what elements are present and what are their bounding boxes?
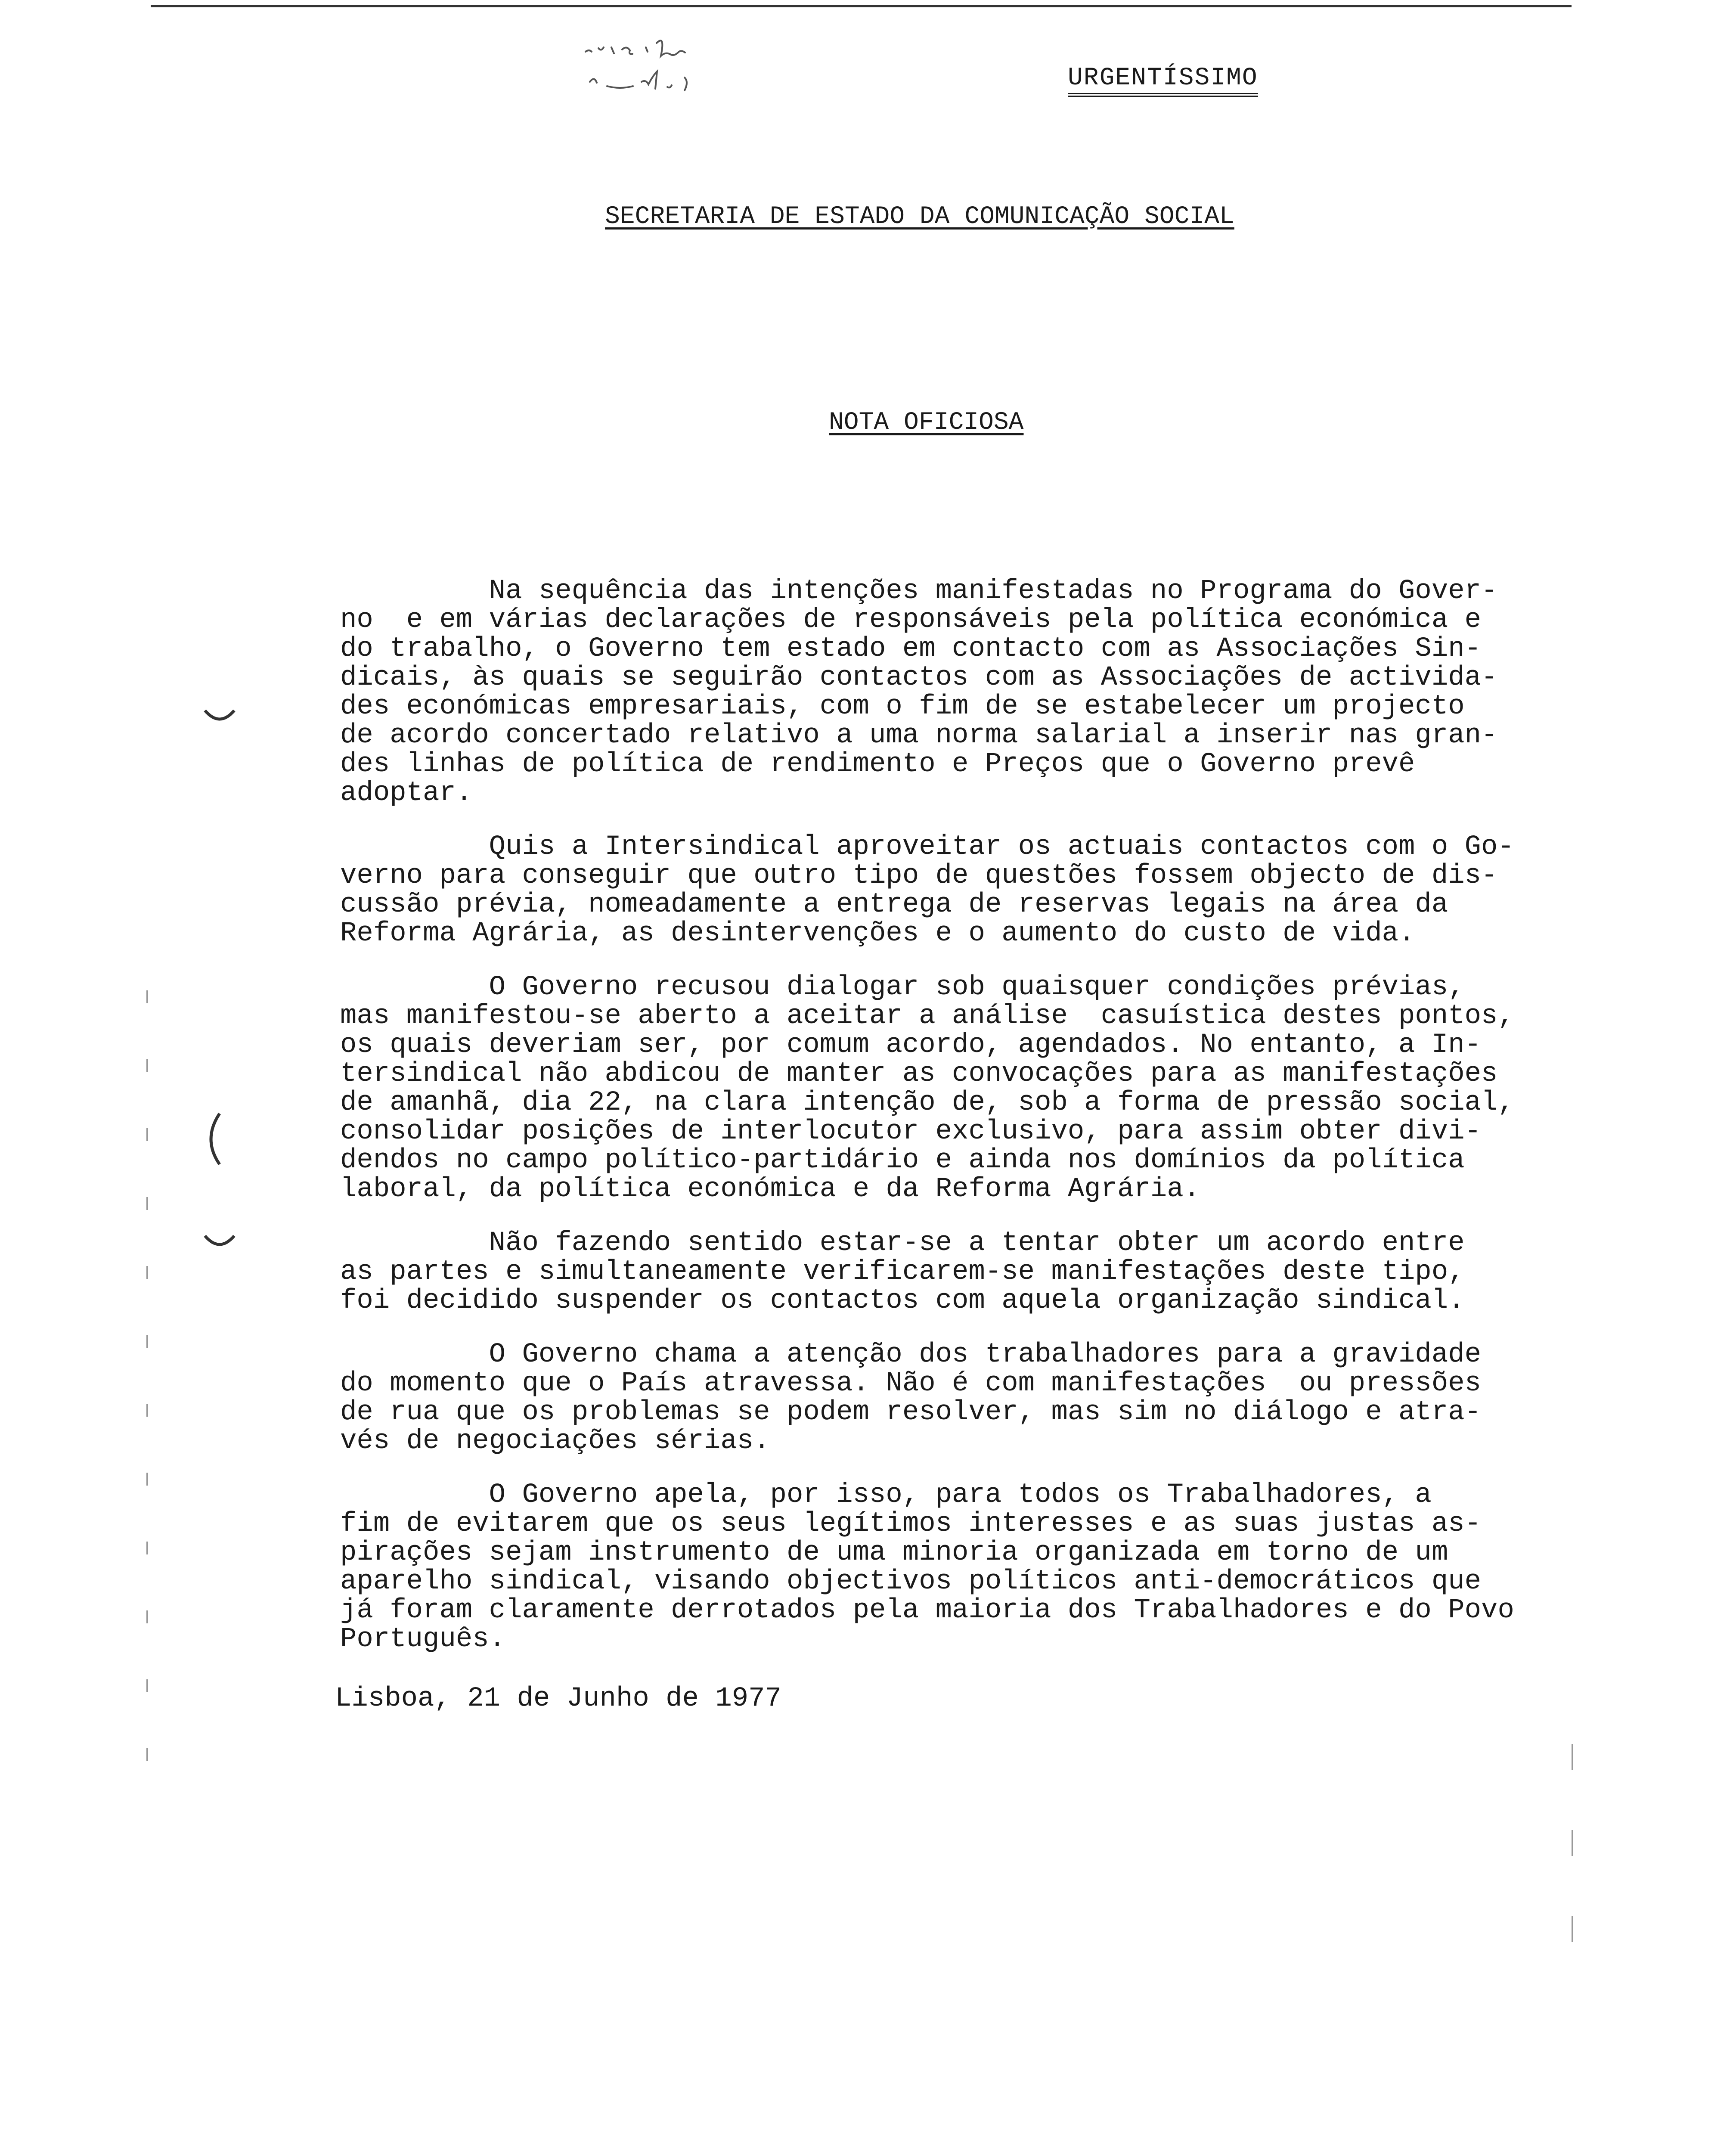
paragraph-line: Reforma Agrária, as desintervenções e o aumento do custo de vida. xyxy=(340,918,1415,949)
body-paragraph xyxy=(340,1340,1589,1456)
paragraph-line: dicais, às quais se seguirão contactos com as Associações de activida- xyxy=(340,662,1498,693)
paragraph-line: cussão prévia, nomeadamente a entrega de reservas legais na área da xyxy=(340,889,1448,920)
edge-speck-right xyxy=(1572,1744,1573,2002)
paragraph-line: dendos no campo político-partidário e ainda nos domínios da política xyxy=(340,1145,1465,1176)
paragraph-line: vés de negociações sérias. xyxy=(340,1426,770,1457)
page-top-border xyxy=(151,5,1572,7)
paragraph-line: do trabalho, o Governo tem estado em contacto com as Associações Sin- xyxy=(340,633,1482,664)
paragraph-line: aparelho sindical, visando objectivos políticos anti-democráticos que xyxy=(340,1566,1482,1597)
paragraph-line: O Governo chama a atenção dos trabalhadores para a gravidade xyxy=(340,1339,1482,1370)
body-paragraph xyxy=(340,1229,1589,1315)
paragraph-line: laboral, da política económica e da Reforma Agrária. xyxy=(340,1174,1200,1205)
paragraph-line: fim de evitarem que os seus legítimos interesses e as suas justas as- xyxy=(340,1508,1482,1539)
body-paragraph xyxy=(340,973,1589,1204)
paragraph-line: mas manifestou-se aberto a aceitar a análise casuística destes pontos, xyxy=(340,1001,1514,1032)
paragraph-line: já foram claramente derrotados pela maioria dos Trabalhadores e do Povo xyxy=(340,1595,1514,1626)
body-paragraph xyxy=(340,1481,1589,1654)
paragraph-line: de rua que os problemas se podem resolver, mas sim no diálogo e atra- xyxy=(340,1397,1482,1428)
body-paragraph xyxy=(340,833,1589,948)
paragraph-line: de amanhã, dia 22, na clara intenção de, sob a forma de pressão social, xyxy=(340,1087,1514,1118)
place-and-date: Lisboa, 21 de Junho de 1977 xyxy=(335,1683,781,1714)
paragraph-line: Português. xyxy=(340,1624,506,1655)
paragraph-line: do momento que o País atravessa. Não é com manifestações ou pressões xyxy=(340,1368,1482,1399)
paragraph-line: Quis a Intersindical aproveitar os actuais contactos com o Go- xyxy=(340,831,1514,862)
paragraph-line: O Governo apela, por isso, para todos os Trabalhadores, a xyxy=(340,1480,1432,1511)
paragraph-line: tersindical não abdicou de manter as convocações para as manifestações xyxy=(340,1058,1498,1089)
document-title: NOTA OFICIOSA xyxy=(829,409,1024,437)
paragraph-line: adoptar. xyxy=(340,778,473,809)
paragraph-line: de acordo concertado relativo a uma norma salarial a inserir nas gran- xyxy=(340,720,1498,751)
binding-mark-2 xyxy=(202,1232,237,1253)
paragraph-line: des linhas de política de rendimento e Preços que o Governo prevê xyxy=(340,749,1415,780)
issuing-agency: SECRETARIA DE ESTADO DA COMUNICAÇÃO SOCIAL xyxy=(605,203,1234,231)
paragraph-line: O Governo recusou dialogar sob quaisquer condições prévias, xyxy=(340,972,1465,1003)
binding-mark-3 xyxy=(202,1111,224,1167)
paragraph-line: os quais deveriam ser, por comum acordo, agendados. No entanto, a In- xyxy=(340,1030,1482,1061)
paragraph-line: Na sequência das intenções manifestadas no Programa do Gover- xyxy=(340,576,1498,607)
edge-speck-left xyxy=(146,990,148,1809)
paragraph-line: pirações sejam instrumento de uma minoria organizada em torno de um xyxy=(340,1537,1448,1568)
paragraph-line: foi decidido suspender os contactos com aquela organização sindical. xyxy=(340,1285,1465,1316)
paragraph-line: des económicas empresariais, com o fim de se estabelecer um projecto xyxy=(340,691,1465,722)
binding-mark-1 xyxy=(202,706,237,728)
handwritten-annotation xyxy=(581,30,805,125)
paragraph-line: no e em várias declarações de responsáveis pela política económica e xyxy=(340,605,1482,636)
paragraph-line: consolidar posições de interlocutor exclusivo, para assim obter divi- xyxy=(340,1116,1482,1147)
classification-stamp: URGENTÍSSIMO xyxy=(1068,65,1258,97)
paragraph-line: verno para conseguir que outro tipo de questões fossem objecto de dis- xyxy=(340,860,1498,891)
paragraph-line: Não fazendo sentido estar-se a tentar obter um acordo entre xyxy=(340,1228,1465,1259)
document-body xyxy=(340,577,1589,1679)
body-paragraph xyxy=(340,577,1589,808)
paragraph-line: as partes e simultaneamente verificarem-se manifestações deste tipo, xyxy=(340,1256,1465,1287)
